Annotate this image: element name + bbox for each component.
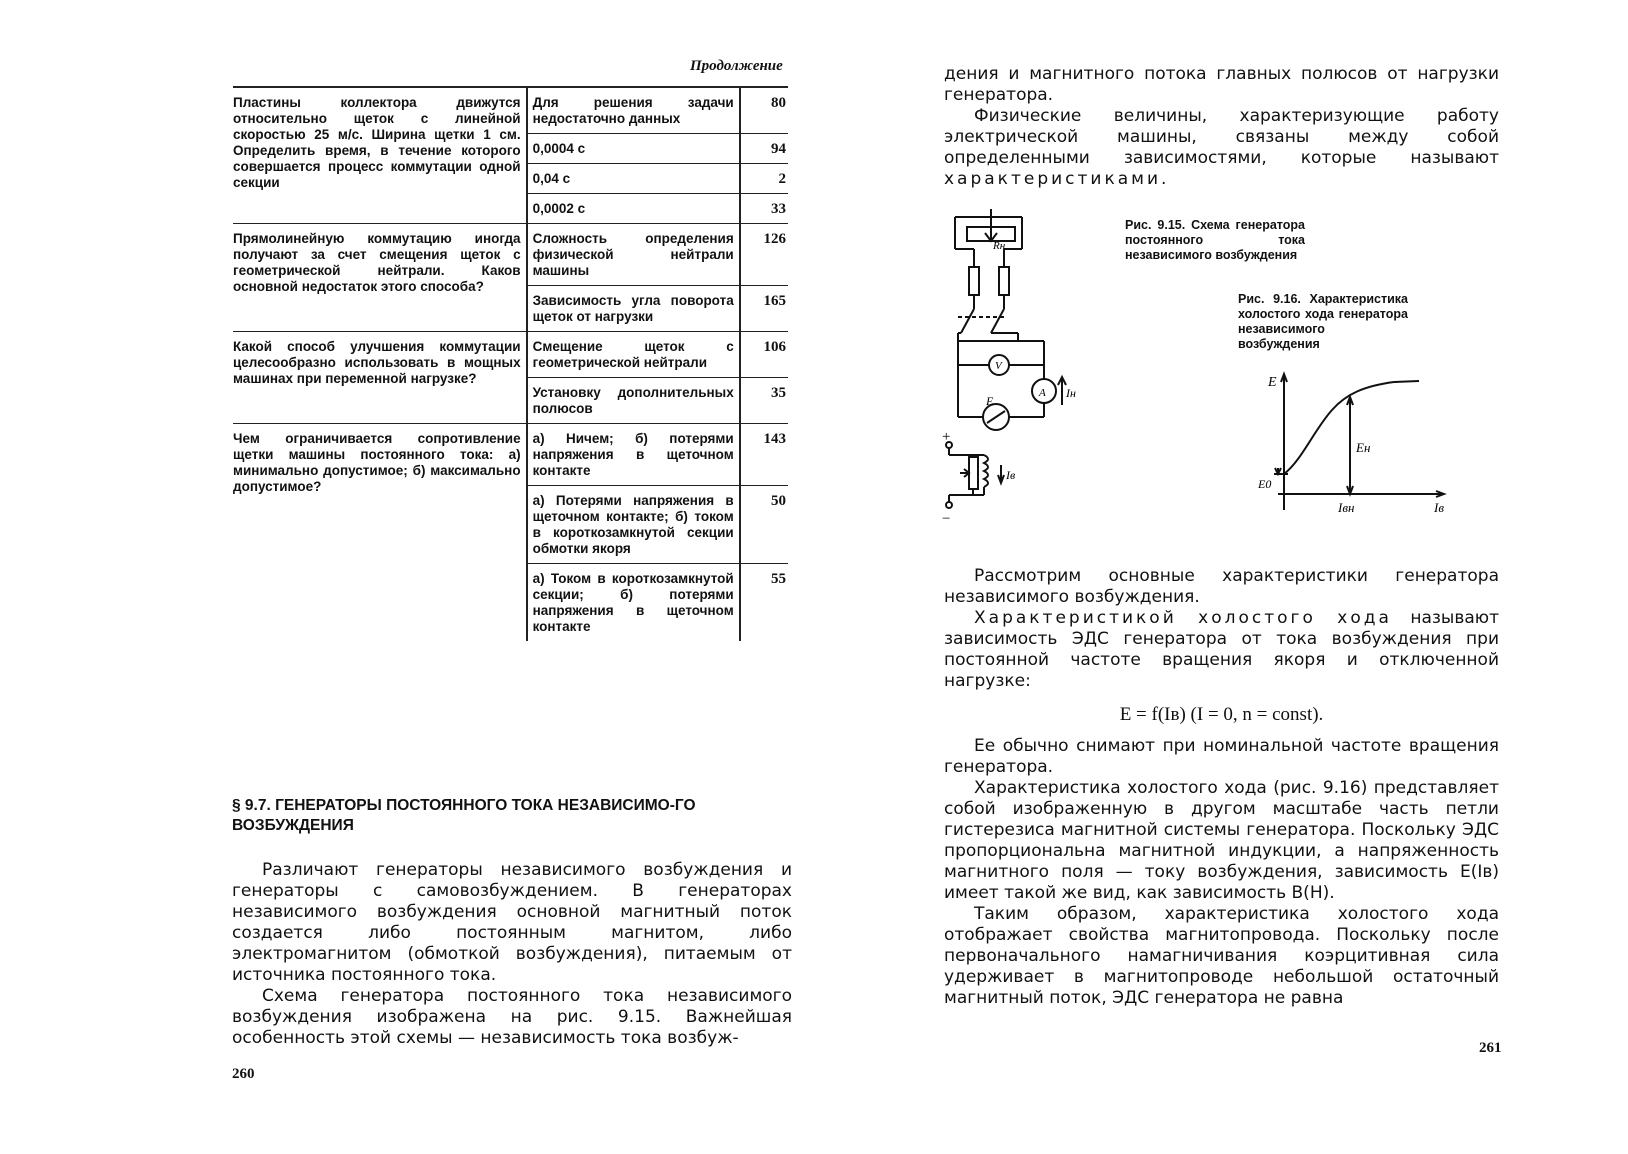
answer-number: 165 (740, 286, 788, 332)
answer-cell: 0,0004 с (527, 134, 740, 164)
fig16-label-en: Eн (1356, 440, 1371, 455)
fig15-label-e: E (986, 394, 994, 408)
fig16-label-ibn: Iвн (1338, 500, 1355, 515)
fig-9-16-graph (1254, 370, 1454, 530)
section-title: § 9.7. ГЕНЕРАТОРЫ ПОСТОЯННОГО ТОКА НЕЗАВИСИМО-ГО ВОЗБУЖДЕНИЯ (232, 797, 696, 834)
answer-number: 33 (740, 194, 788, 224)
fig16-axis-e: E (1268, 375, 1277, 390)
answer-number: 80 (740, 87, 788, 134)
fig16-axis-ib: Iв (1434, 500, 1444, 515)
term: Характеристикой холостого хода (974, 608, 1392, 628)
right-bottom-text (944, 566, 1499, 1009)
answer-number: 50 (740, 486, 788, 564)
formula: E = f(Iв) (I = 0, n = const). (1119, 704, 1324, 725)
fig15-label-plus: + (942, 429, 951, 445)
question-cell: Какой способ улучшения коммутации целесообразно использовать в мощных машинах при переменной нагрузке? (233, 332, 527, 424)
fig16-label-e0: E0 (1258, 477, 1272, 491)
fig15-label-rn: Rн (993, 240, 1006, 252)
fig15-label-ib: Iв (1006, 468, 1016, 482)
page-number: 260 (232, 1066, 255, 1082)
paragraph-text: Физические величины, характеризующие работу электрической машины, связаны между собой определенными зависимостями, которые называют (944, 106, 1499, 168)
paragraph: Характеристика холостого хода (рис. 9.16) представляет собой изображенную в другом масштабе часть петли гистерезиса магнитной системы генератора. Поскольку ЭДС пропорциональна магнитной индукции, а напряженность магнитного поля — току возбуждения, зависимость E(Iв) имеет такой же вид, как зависимость B(H). (944, 778, 1499, 903)
paragraph (944, 608, 1499, 692)
fig15-label-in: Iн (1066, 386, 1076, 400)
paragraph: дения и магнитного потока главных полюсов от нагрузки генератора. (944, 64, 1499, 105)
fig15-label-a: A (1039, 387, 1046, 399)
fig15-label-minus: − (942, 511, 951, 527)
left-body-text (232, 860, 792, 1049)
question-cell: Пластины коллектора движутся относительно щеток с линейной скоростью 25 м/с. Ширина щетки 1 см. Определить время, в течение которого совершается процесс коммутации одной секции (233, 87, 527, 224)
paragraph (944, 106, 1499, 190)
answer-cell: 0,0002 с (527, 194, 740, 224)
answer-cell: а) Потерями напряжения в щеточном контакте; б) током в короткозамкнутой секции обмотки якоря (527, 486, 740, 564)
paragraph: Таким образом, характеристика холостого хода отображает свойства магнитопровода. Поскольку после первоначального намагничивания коэрцитивная сила удерживает в магнитопроводе небольшой остаточный магнитный поток, ЭДС генератора не равна (944, 904, 1499, 1008)
paragraph: Различают генераторы независимого возбуждения и генераторы с самовозбуждением. В генераторах независимого возбуждения основной магнитный поток создается либо постоянным магнитом, либо электромагнитом (обмоткой возбуждения), питаемым от источника постоянного тока. (232, 860, 792, 985)
answer-cell: Зависимость угла поворота щеток от нагрузки (527, 286, 740, 332)
table-row (233, 424, 788, 486)
fig-9-15-circuit (914, 205, 1124, 545)
continued-label: Продолжение (690, 58, 783, 74)
answer-cell: а) Ничем; б) потерями напряжения в щеточном контакте (527, 424, 740, 486)
answer-cell: Установку дополнительных полюсов (527, 378, 740, 424)
fig-9-16-caption: Рис. 9.16. Характеристика холостого хода генератора независимого возбуждения (1238, 292, 1408, 351)
answer-number: 126 (740, 224, 788, 286)
table-row (233, 224, 788, 286)
paragraph-text: называют зависимость ЭДС генератора от тока возбуждения при постоянной частоте вращения якоря и отключенной нагрузке: (944, 608, 1499, 691)
right-page (814, 0, 1628, 1154)
fig-9-15-caption: Рис. 9.15. Схема генератора постоянного тока независимого возбуждения (1125, 218, 1305, 262)
paragraph: Схема генератора постоянного тока независимого возбуждения изображена на рис. 9.15. Важнейшая особенность этой схемы — независимость тока возбуж- (232, 986, 792, 1048)
table-row (233, 332, 788, 378)
answer-cell: 0,04 с (527, 164, 740, 194)
table-row (233, 87, 788, 134)
answer-number: 94 (740, 134, 788, 164)
question-cell: Прямолинейную коммутацию иногда получают за счет смещения щеток с геометрической нейтрали. Каков основной недостаток этого способа? (233, 224, 527, 332)
paragraph: Рассмотрим основные характеристики генератора независимого возбуждения. (944, 566, 1499, 607)
answer-number: 2 (740, 164, 788, 194)
answer-cell: Сложность определения физической нейтрали машины (527, 224, 740, 286)
paragraph: Ее обычно снимают при номинальной частоте вращения генератора. (944, 736, 1499, 777)
answer-cell: Смещение щеток с геометрической нейтрали (527, 332, 740, 378)
answer-cell: Для решения задачи недостаточно данных (527, 87, 740, 134)
term: характеристиками. (944, 169, 1170, 189)
answer-number: 106 (740, 332, 788, 378)
answer-number: 143 (740, 424, 788, 486)
questions-table (233, 86, 788, 641)
answer-number: 55 (771, 571, 786, 587)
question-cell: Чем ограничивается сопротивление щетки машины постоянного тока: а) минимально допустимое; б) максимально допустимое? (233, 424, 527, 642)
page-number: 261 (1479, 1040, 1502, 1056)
right-top-text (944, 64, 1499, 190)
fig15-label-v: V (995, 360, 1002, 372)
answer-number: 35 (740, 378, 788, 424)
answer-cell: а) Током в короткозамкнутой секции; б) потерями напряжения в щеточном контакте (527, 564, 740, 642)
